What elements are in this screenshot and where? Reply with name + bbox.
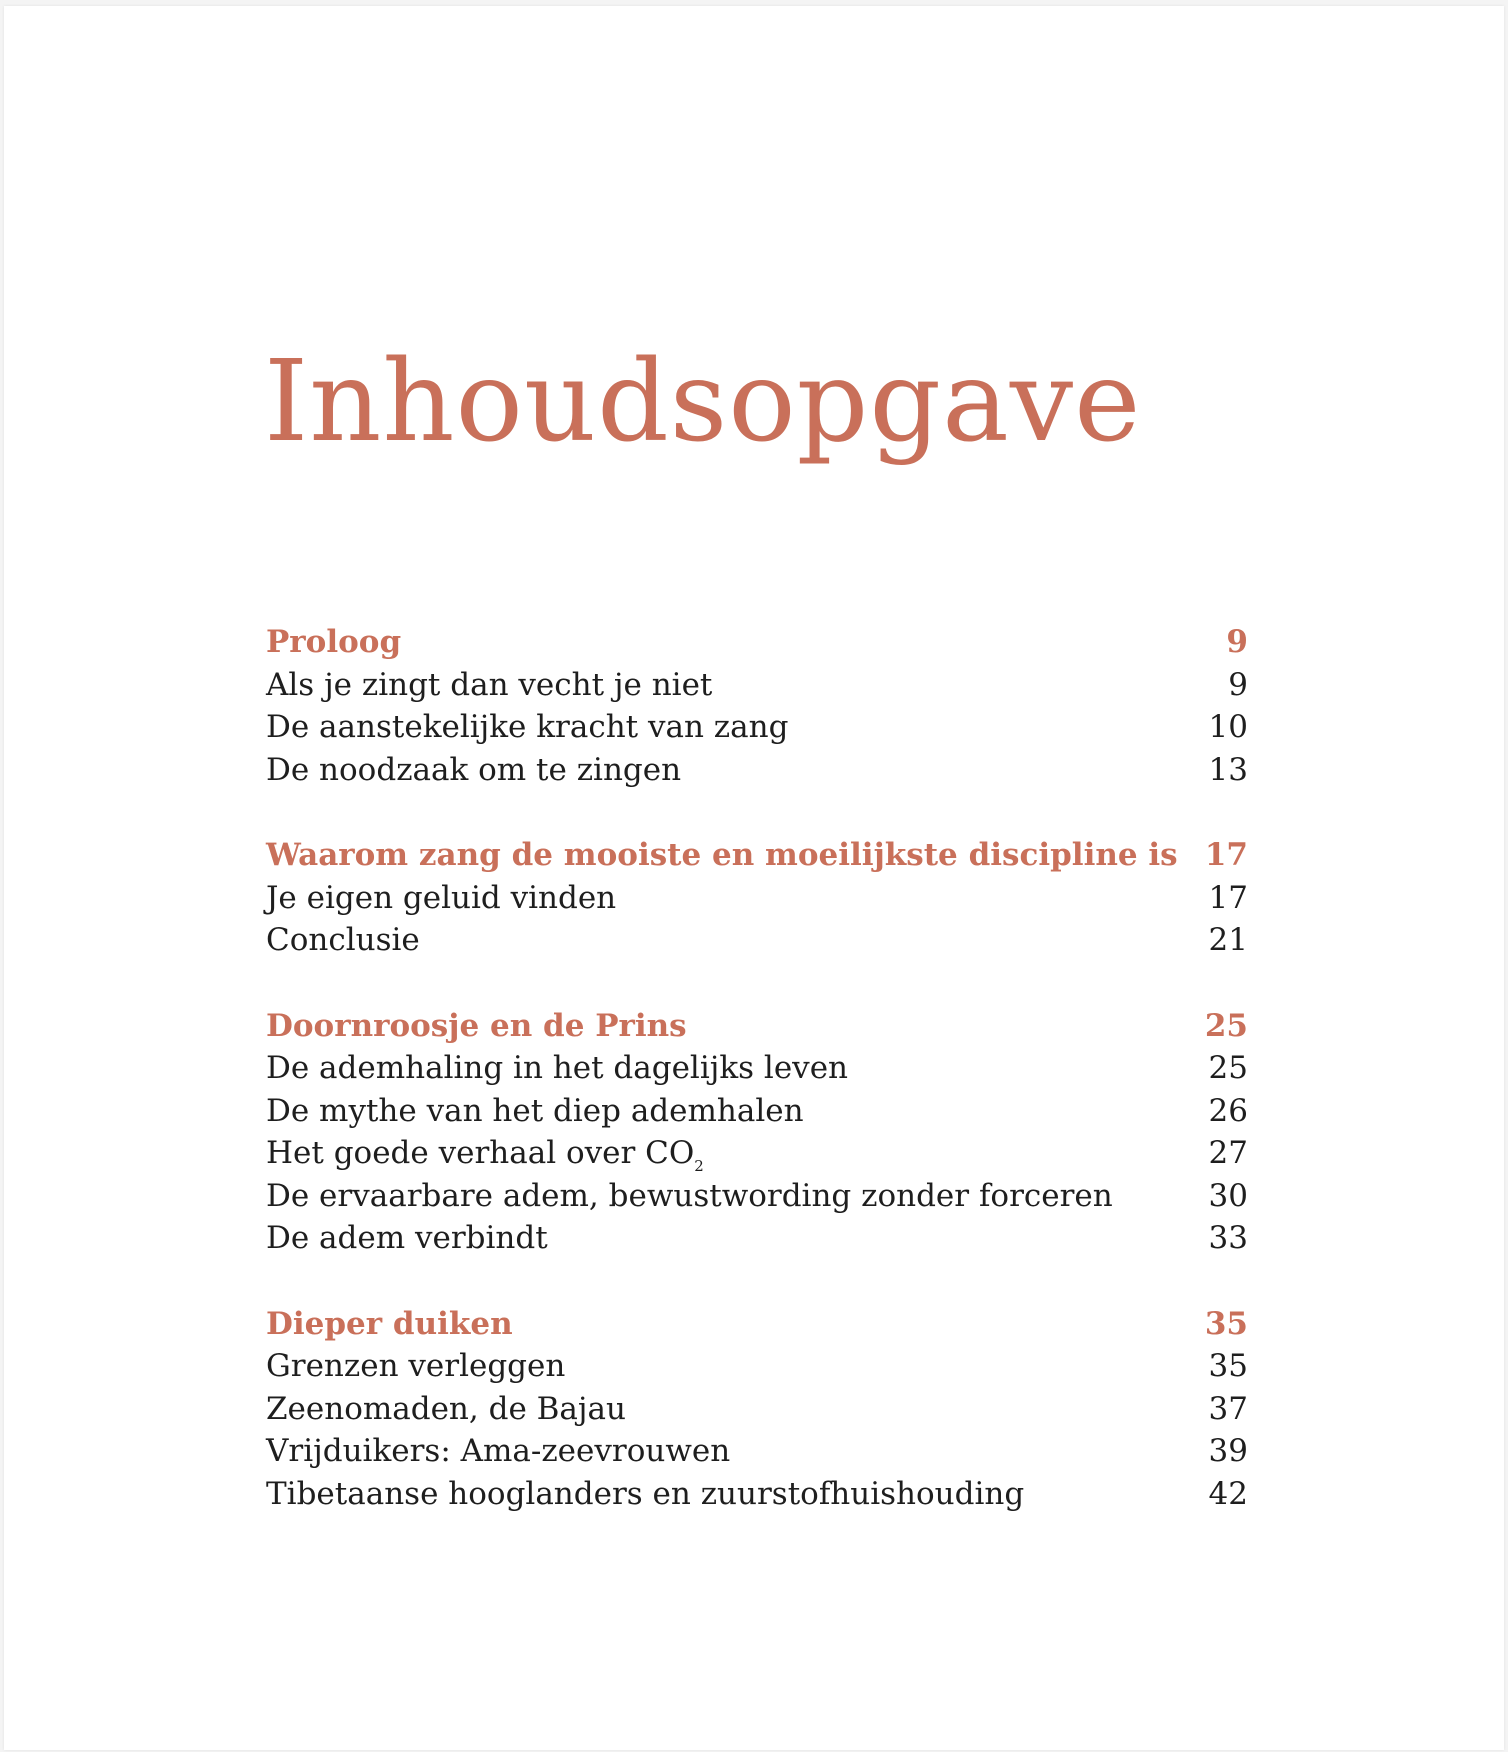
document-page bbox=[4, 6, 1504, 1750]
toc-section-title: Proloog bbox=[266, 624, 402, 660]
toc-section-page: 9 bbox=[1226, 624, 1248, 660]
toc-entry-title: De ervaarbare adem, bewustwording zonder forceren bbox=[266, 1177, 1113, 1214]
toc-entry-title: Vrijduikers: Ama-zeevrouwen bbox=[266, 1433, 731, 1469]
toc-section bbox=[266, 1005, 1248, 1260]
toc-entry-page: 33 bbox=[1208, 1220, 1248, 1256]
toc-entry-page: 35 bbox=[1208, 1348, 1248, 1384]
toc-entry-page: 25 bbox=[1208, 1050, 1248, 1086]
toc-entry-page: 27 bbox=[1208, 1135, 1248, 1171]
toc-entry[interactable] bbox=[266, 706, 1248, 749]
toc-entry-subscript: 2 bbox=[694, 1157, 704, 1175]
toc-entry[interactable] bbox=[266, 1047, 1248, 1090]
toc-entry[interactable] bbox=[266, 664, 1248, 707]
toc-entry-page: 10 bbox=[1208, 709, 1248, 745]
toc-entry-page: 13 bbox=[1208, 751, 1248, 788]
toc-entry-title: Tibetaanse hooglanders en zuurstofhuishouding bbox=[266, 1475, 1025, 1512]
page-title: Inhoudsopgave bbox=[264, 337, 1142, 467]
toc-entry[interactable] bbox=[266, 1430, 1248, 1473]
toc-entry-title: Het goede verhaal over CO bbox=[266, 1135, 695, 1171]
toc-section-page: 25 bbox=[1204, 1007, 1248, 1044]
toc-entry-page: 17 bbox=[1208, 879, 1248, 916]
toc-section bbox=[266, 621, 1248, 791]
toc-section bbox=[266, 1303, 1248, 1516]
toc-entry[interactable] bbox=[266, 1345, 1248, 1388]
toc-entry-title: Zeenomaden, de Bajau bbox=[266, 1390, 626, 1427]
toc-entry-title: Als je zingt dan vecht je niet bbox=[266, 666, 713, 703]
toc-entry-title: De adem verbindt bbox=[266, 1220, 548, 1256]
toc-entry[interactable] bbox=[266, 877, 1248, 920]
toc-entry-title: De noodzaak om te zingen bbox=[266, 751, 682, 788]
toc-section-title: Doornroosje en de Prins bbox=[266, 1007, 687, 1044]
toc-entry-page: 42 bbox=[1208, 1475, 1248, 1512]
toc-entry-title: De mythe van het diep ademhalen bbox=[266, 1092, 804, 1129]
toc-section-page: 17 bbox=[1204, 837, 1248, 873]
toc-entry-page: 30 bbox=[1208, 1177, 1248, 1214]
table-of-contents bbox=[266, 621, 1248, 1558]
toc-entry[interactable] bbox=[266, 1388, 1248, 1431]
toc-entry-title: Je eigen geluid vinden bbox=[266, 879, 617, 916]
toc-section-title: Dieper duiken bbox=[266, 1305, 513, 1342]
toc-section bbox=[266, 834, 1248, 962]
toc-entry-page: 9 bbox=[1228, 666, 1248, 703]
toc-entry-page: 39 bbox=[1208, 1433, 1248, 1469]
toc-section-heading[interactable] bbox=[266, 621, 1248, 664]
toc-section-title: Waarom zang de mooiste en moeilijkste discipline is bbox=[266, 837, 1178, 873]
toc-entry-page: 26 bbox=[1208, 1092, 1248, 1129]
toc-entry[interactable] bbox=[266, 1217, 1248, 1260]
toc-entry-page: 21 bbox=[1208, 922, 1248, 958]
toc-section-heading[interactable] bbox=[266, 834, 1248, 877]
toc-entry-title: De ademhaling in het dagelijks leven bbox=[266, 1050, 849, 1086]
toc-entry[interactable] bbox=[266, 1175, 1248, 1218]
toc-entry[interactable] bbox=[266, 749, 1248, 792]
toc-entry[interactable] bbox=[266, 919, 1248, 962]
toc-entry-page: 37 bbox=[1208, 1390, 1248, 1427]
toc-section-heading[interactable] bbox=[266, 1303, 1248, 1346]
toc-section-page: 35 bbox=[1204, 1305, 1248, 1342]
toc-entry[interactable] bbox=[266, 1132, 1248, 1175]
toc-entry-title: Conclusie bbox=[266, 922, 420, 958]
toc-entry[interactable] bbox=[266, 1473, 1248, 1516]
toc-entry-title: Grenzen verleggen bbox=[266, 1348, 566, 1384]
toc-section-heading[interactable] bbox=[266, 1005, 1248, 1048]
toc-entry[interactable] bbox=[266, 1090, 1248, 1133]
toc-entry-title: De aanstekelijke kracht van zang bbox=[266, 709, 789, 745]
